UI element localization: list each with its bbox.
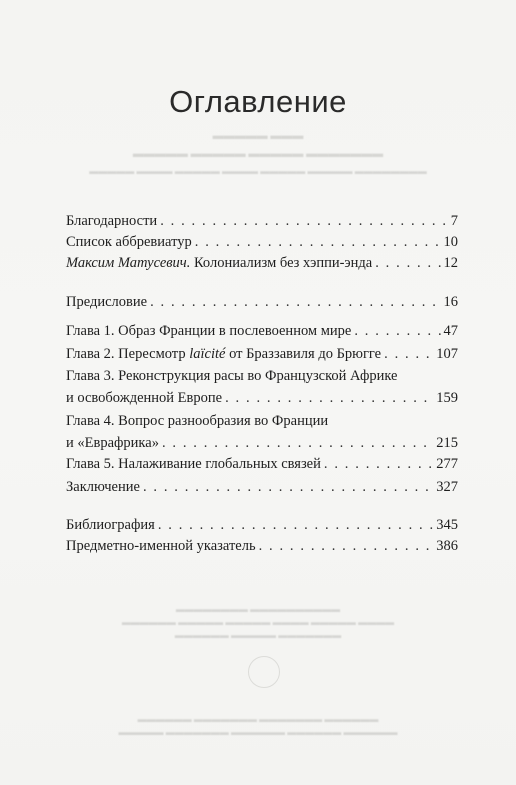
- dot-leader: [160, 212, 448, 230]
- toc-entry-title: от Браззавиля до Брюгге: [225, 346, 382, 362]
- toc-entry-label: Список аббревиатур: [66, 234, 192, 250]
- show-through-logo: [248, 656, 280, 688]
- toc-entry-label: и «Еврафрика»: [66, 435, 159, 451]
- toc-entry-page: 10: [443, 234, 458, 250]
- toc-entry-page: 7: [450, 213, 458, 229]
- toc-entry[interactable]: [66, 516, 458, 534]
- toc-entry-label-line1: Глава 3. Реконструкция расы во Французской Африке: [66, 368, 398, 384]
- toc-entry[interactable]: [66, 478, 458, 496]
- toc-entry-label: [66, 345, 381, 363]
- dot-leader: [384, 345, 433, 363]
- toc-entry[interactable]: [66, 345, 458, 363]
- dot-leader: [259, 537, 434, 555]
- page-title: Оглавление: [169, 84, 347, 119]
- toc-entry-author: Максим Матусевич.: [66, 255, 191, 271]
- show-through-ghost: ▬▬▬▬▬▬▬▬ ▬▬▬▬▬▬▬▬▬▬: [175, 604, 341, 614]
- toc-entry[interactable]: [66, 233, 458, 251]
- show-through-ghost: ▬▬▬▬▬▬ ▬▬▬▬▬ ▬▬▬▬▬ ▬▬▬▬ ▬▬▬▬▬ ▬▬▬▬: [121, 617, 395, 627]
- toc-entry-label: Предисловие: [66, 294, 148, 310]
- toc-entry-title-italic: laïcité: [189, 346, 226, 362]
- toc-entry-label: и освобожденной Европе: [66, 390, 223, 406]
- toc-entry-page: 277: [436, 456, 458, 472]
- toc-entry-label: Заключение: [66, 479, 140, 495]
- toc-entry-page: 107: [436, 346, 458, 362]
- dot-leader: [162, 434, 433, 452]
- toc-entry-label-line1: Глава 4. Вопрос разнообразия во Франции: [66, 413, 329, 429]
- toc-entry-page: 159: [436, 390, 458, 406]
- toc-entry[interactable]: [66, 367, 458, 407]
- toc-entry[interactable]: [66, 212, 458, 230]
- toc-entry[interactable]: [66, 293, 458, 311]
- show-through-ghost: ▬▬▬▬▬ ▬▬▬: [212, 130, 304, 142]
- toc-entry-page: 386: [436, 538, 458, 554]
- show-through-ghost: ▬▬▬▬▬▬ ▬▬▬▬▬▬▬ ▬▬▬▬▬▬▬ ▬▬▬▬▬▬: [137, 714, 379, 724]
- toc-entry-page: 345: [436, 517, 458, 533]
- dot-leader: [225, 389, 433, 407]
- dot-leader: [354, 322, 440, 340]
- toc-entry-label: Глава 5. Налаживание глобальных связей: [66, 456, 321, 472]
- toc-entry-label: Предметно-именной указатель: [66, 538, 256, 554]
- toc-entry[interactable]: [66, 322, 458, 340]
- toc-entry-label: [66, 254, 372, 272]
- toc-entry[interactable]: [66, 537, 458, 555]
- toc-entry-title: Колониализм без хэппи-энда: [190, 255, 373, 271]
- dot-leader: [375, 254, 440, 272]
- toc-entry-label: Глава 1. Образ Франции в послевоенном мире: [66, 323, 352, 339]
- dot-leader: [143, 478, 433, 496]
- toc-entry[interactable]: [66, 455, 458, 473]
- toc-entry-title: Глава 2. Пересмотр: [66, 346, 190, 362]
- show-through-ghost: ▬▬▬▬▬ ▬▬▬▬ ▬▬▬▬▬ ▬▬▬▬ ▬▬▬▬▬ ▬▬▬▬▬ ▬▬▬▬▬▬▬▬: [89, 166, 427, 176]
- show-through-ghost: ▬▬▬▬▬ ▬▬▬▬▬ ▬▬▬▬▬ ▬▬▬▬▬▬▬: [132, 148, 384, 160]
- dot-leader: [158, 516, 433, 534]
- toc-entry-label: Благодарности: [66, 213, 158, 229]
- show-through-ghost: ▬▬▬▬▬ ▬▬▬▬▬▬▬ ▬▬▬▬▬▬ ▬▬▬▬▬▬ ▬▬▬▬▬▬: [118, 727, 398, 737]
- toc-entry-page: 47: [443, 323, 458, 339]
- toc-entry-page: 215: [436, 435, 458, 451]
- toc-entry[interactable]: [66, 254, 458, 272]
- show-through-ghost: ▬▬▬▬▬▬ ▬▬▬▬▬ ▬▬▬▬▬▬▬: [174, 630, 342, 640]
- toc-entry-page: 16: [443, 294, 458, 310]
- toc-entry[interactable]: [66, 412, 458, 452]
- dot-leader: [150, 293, 440, 311]
- toc-entry-label: Библиография: [66, 517, 155, 533]
- dot-leader: [195, 233, 441, 251]
- toc-entry-page: 12: [443, 255, 458, 271]
- dot-leader: [324, 455, 433, 473]
- toc-entry-page: 327: [436, 479, 458, 495]
